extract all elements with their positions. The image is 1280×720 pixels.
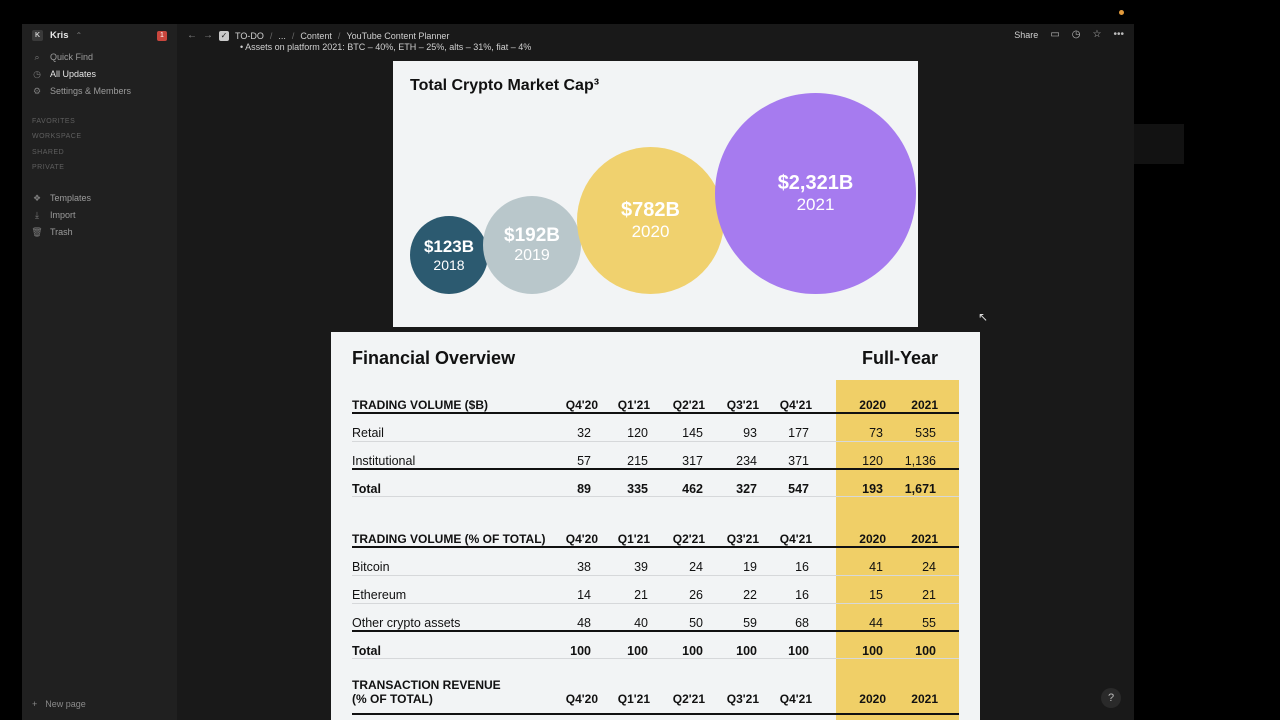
bubble-year: 2019 — [514, 247, 550, 264]
row-label: Ethereum — [352, 588, 407, 602]
bubble-value: $123B — [423, 237, 475, 256]
more-icon[interactable]: ••• — [1113, 29, 1124, 40]
gear-icon: ⚙ — [32, 85, 42, 96]
col-header: Q2'21 — [672, 398, 705, 412]
sidebar-item-label: All Updates — [50, 69, 97, 79]
sidebar-item-all-updates[interactable] — [32, 67, 96, 81]
history-icon[interactable]: ◷ — [1071, 29, 1081, 40]
cell: 234 — [736, 454, 757, 468]
table-row — [352, 447, 959, 475]
cell: 24 — [922, 560, 936, 574]
sidebar-item-settings[interactable] — [32, 84, 131, 98]
col-header: Q4'20 — [565, 532, 598, 546]
cell: 327 — [736, 482, 757, 496]
col-header: Q4'21 — [779, 398, 812, 412]
row-label: Total — [352, 482, 381, 496]
cell: 19 — [743, 560, 757, 574]
cell: 93 — [743, 426, 757, 440]
bubble-year: 2020 — [631, 222, 670, 241]
crumb-page[interactable]: YouTube Content Planner — [346, 30, 450, 41]
bubble-2021 — [715, 93, 916, 294]
cell: 335 — [627, 482, 648, 496]
bullet-text-content: Assets on platform 2021: BTC – 40%, ETH – 25%, alts – 31%, fiat – 4% — [245, 42, 532, 52]
topbar-actions — [1014, 29, 1124, 40]
cell: 100 — [570, 644, 591, 658]
cell: 100 — [915, 644, 936, 658]
sidebar-item-label: Templates — [50, 193, 92, 203]
col-header: Q4'20 — [565, 398, 598, 412]
workspace-switcher[interactable] — [32, 30, 82, 41]
col-header: 2020 — [859, 692, 886, 706]
section-header-line1: TRANSACTION REVENUE — [352, 678, 501, 692]
section-workspace[interactable]: WORKSPACE — [32, 133, 82, 140]
help-button[interactable]: ? — [1101, 688, 1121, 708]
notification-dot — [1119, 10, 1124, 15]
sidebar-item-label: Quick Find — [50, 52, 94, 62]
divider — [352, 713, 959, 715]
cell: 24 — [689, 560, 703, 574]
cell: 48 — [577, 616, 591, 630]
section-header-row — [352, 391, 959, 419]
divider — [352, 603, 959, 604]
bubble-year: 2021 — [796, 195, 835, 214]
sidebar-item-trash[interactable] — [32, 225, 73, 239]
cell: 193 — [862, 482, 883, 496]
cell: 15 — [869, 588, 883, 602]
sidebar-item-quick-find[interactable] — [32, 50, 93, 64]
cell: 26 — [689, 588, 703, 602]
col-header: Q1'21 — [617, 692, 650, 706]
cell: 145 — [682, 426, 703, 440]
row-label: Total — [352, 644, 381, 658]
new-page-button[interactable] — [32, 699, 86, 709]
cell: 89 — [577, 482, 591, 496]
col-header: Q4'20 — [565, 692, 598, 706]
workspace-avatar: K — [32, 30, 43, 41]
bubble-2019 — [483, 196, 581, 294]
cell: 100 — [736, 644, 757, 658]
bubble-2020 — [577, 147, 724, 294]
col-header: Q1'21 — [617, 398, 650, 412]
star-icon[interactable]: ☆ — [1092, 29, 1102, 40]
divider — [352, 630, 959, 632]
col-header: 2021 — [911, 398, 938, 412]
full-year-title: Full-Year — [861, 348, 938, 368]
cell: 50 — [689, 616, 703, 630]
cell: 59 — [743, 616, 757, 630]
crumb-content[interactable]: Content — [300, 30, 332, 41]
trash-icon: 🗑 — [31, 226, 43, 237]
cell: 21 — [922, 588, 936, 602]
section-header: TRADING VOLUME ($B) — [352, 398, 488, 412]
cell: 120 — [862, 454, 883, 468]
section-header-line2: (% OF TOTAL) — [352, 692, 433, 706]
cell: 21 — [634, 588, 648, 602]
section-header-row — [352, 525, 959, 553]
cell: 32 — [577, 426, 591, 440]
row-label: Bitcoin — [352, 560, 390, 574]
crumb-separator: / — [337, 30, 341, 41]
divider — [352, 441, 959, 442]
cell: 68 — [795, 616, 809, 630]
section-private[interactable]: PRIVATE — [32, 164, 65, 171]
col-header: Q4'21 — [779, 692, 812, 706]
bubble-value: $782B — [621, 199, 680, 221]
row-label: Retail — [352, 426, 384, 440]
table-row — [352, 581, 959, 609]
bubble-value: $192B — [504, 225, 560, 246]
cell: 55 — [922, 616, 936, 630]
col-header: Q1'21 — [617, 532, 650, 546]
cell: 100 — [682, 644, 703, 658]
cell: 38 — [577, 560, 591, 574]
cell: 462 — [682, 482, 703, 496]
sidebar-item-import[interactable] — [32, 208, 76, 222]
col-header: Q2'21 — [672, 692, 705, 706]
cell: 73 — [869, 426, 883, 440]
cell: 177 — [788, 426, 809, 440]
forward-arrow-icon[interactable]: → — [203, 30, 213, 41]
cell: 16 — [795, 560, 809, 574]
divider — [352, 575, 959, 576]
row-label: Other crypto assets — [352, 616, 461, 630]
search-icon: ⌕ — [34, 51, 40, 62]
chevron-updown-icon: ⌃ — [75, 31, 83, 40]
divider — [352, 546, 959, 548]
back-arrow-icon[interactable]: ← — [187, 30, 197, 41]
cell: 22 — [743, 588, 757, 602]
market-cap-image[interactable] — [393, 61, 918, 327]
cell: 1,136 — [904, 454, 936, 468]
bullet-text[interactable]: • Assets on platform 2021: BTC – 40%, ETH – 25%, alts – 31%, fiat – 4% — [240, 42, 532, 52]
templates-icon: ❖ — [32, 192, 42, 203]
sidebar — [22, 24, 177, 720]
sidebar-item-label: Import — [50, 210, 76, 220]
cell: 535 — [915, 426, 936, 440]
cell: 371 — [788, 454, 809, 468]
bubble-year: 2018 — [433, 257, 465, 273]
workspace-name: Kris — [50, 30, 69, 41]
cell: 1,671 — [904, 482, 936, 496]
section-shared[interactable]: SHARED — [32, 149, 65, 156]
table-row — [352, 553, 959, 581]
cell: 100 — [862, 644, 883, 658]
clock-icon: ◷ — [33, 68, 41, 79]
section-header-row — [352, 672, 959, 710]
breadcrumb — [187, 30, 449, 41]
share-button[interactable]: Share — [1014, 29, 1039, 40]
cell: 547 — [788, 482, 809, 496]
cell: 16 — [795, 588, 809, 602]
comment-icon[interactable]: ▭ — [1050, 29, 1060, 40]
notification-badge[interactable]: 1 — [157, 31, 167, 41]
section-header: TRADING VOLUME (% OF TOTAL) — [352, 532, 546, 546]
divider — [352, 468, 959, 470]
market-cap-title: Total Crypto Market Cap³ — [410, 77, 600, 94]
divider — [352, 496, 959, 497]
col-header: Q3'21 — [726, 532, 759, 546]
cell: 100 — [788, 644, 809, 658]
overlay-panel — [1134, 124, 1184, 164]
col-header: Q3'21 — [726, 398, 759, 412]
cell: 40 — [634, 616, 648, 630]
cell: 100 — [627, 644, 648, 658]
new-page-label: New page — [45, 699, 86, 709]
col-header: Q4'21 — [779, 532, 812, 546]
row-label: Institutional — [352, 454, 416, 468]
col-header: 2021 — [911, 692, 938, 706]
mouse-cursor-icon: ↖ — [978, 310, 989, 324]
cell: 57 — [577, 454, 591, 468]
app-window — [22, 24, 1134, 720]
cell: 44 — [869, 616, 883, 630]
col-header: 2020 — [859, 532, 886, 546]
financial-overview-image[interactable] — [331, 332, 980, 720]
sidebar-item-label: Settings & Members — [50, 86, 132, 96]
cell: 39 — [634, 560, 648, 574]
crumb-ellipsis[interactable]: ... — [278, 30, 286, 41]
table-row-total — [352, 637, 959, 665]
bubble-2018 — [410, 216, 488, 294]
cell: 120 — [627, 426, 648, 440]
table-row — [352, 609, 959, 637]
divider — [352, 658, 959, 659]
section-favorites[interactable]: FAVORITES — [32, 118, 76, 125]
cell: 41 — [869, 560, 883, 574]
table-row — [352, 419, 959, 447]
import-icon: ⤓ — [35, 209, 39, 220]
divider — [352, 412, 959, 414]
cell: 215 — [627, 454, 648, 468]
table-row-total — [352, 475, 959, 503]
bubble-value: $2,321B — [777, 172, 854, 194]
financial-overview-title: Financial Overview — [352, 348, 516, 368]
crumb-separator: / — [269, 30, 273, 41]
cell: 317 — [682, 454, 703, 468]
cell: 14 — [577, 588, 591, 602]
plus-icon: + — [32, 699, 38, 709]
col-header: 2020 — [859, 398, 886, 412]
sidebar-item-templates[interactable] — [32, 191, 91, 205]
checkbox-icon: ✓ — [220, 31, 228, 40]
sidebar-item-label: Trash — [50, 227, 73, 237]
col-header: Q3'21 — [726, 692, 759, 706]
crumb-separator: / — [291, 30, 295, 41]
col-header: 2021 — [911, 532, 938, 546]
col-header: Q2'21 — [672, 532, 705, 546]
crumb-todo[interactable]: TO-DO — [235, 30, 264, 41]
